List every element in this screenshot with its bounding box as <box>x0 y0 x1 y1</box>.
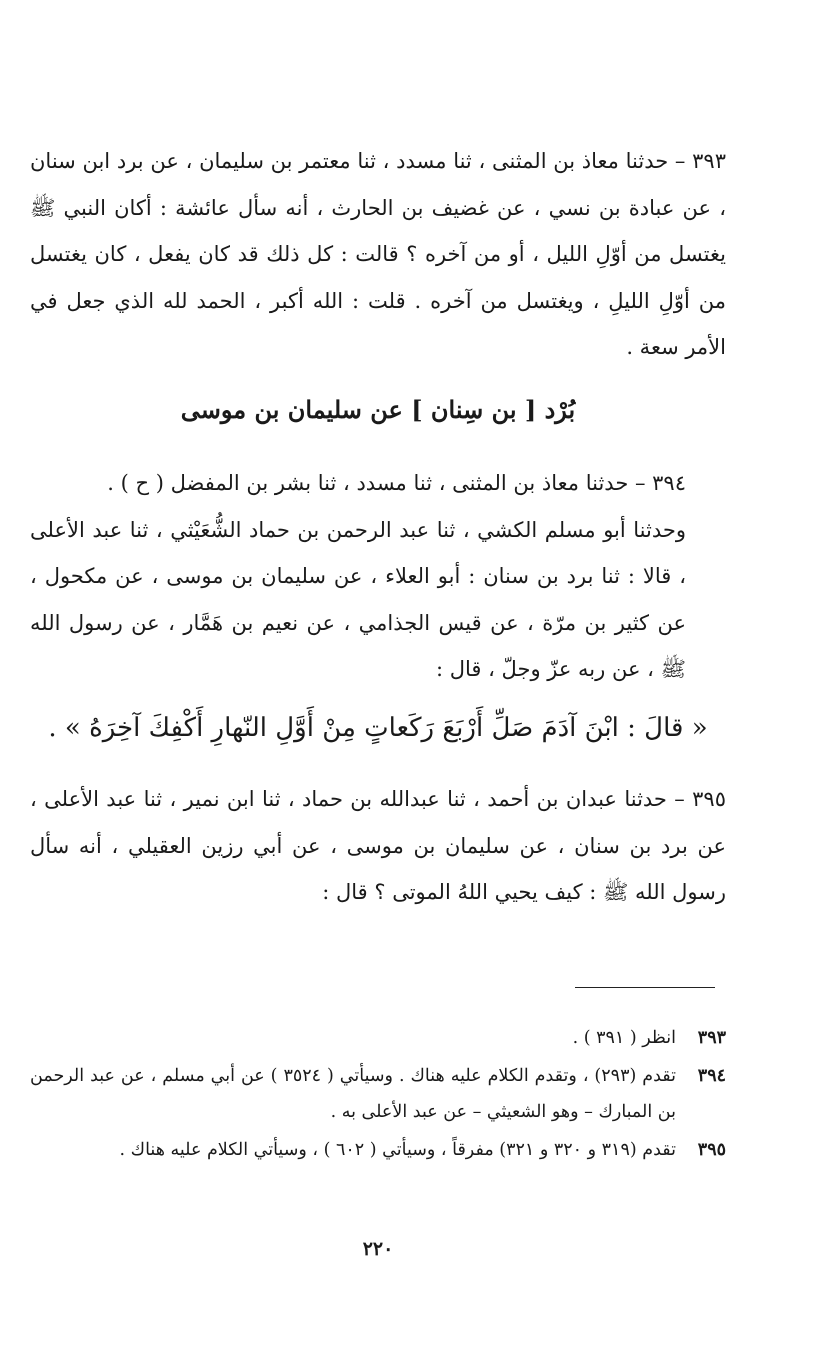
footnote-393 <box>30 1020 726 1056</box>
book-page <box>30 0 726 1359</box>
footnote-number: ٣٩٥ <box>697 1140 726 1160</box>
hadith-395-paragraph: ٣٩٥ – حدثنا عبدان بن أحمد ، ثنا عبدالله بن حماد ، ثنا ابن نمير ، ثنا عبد الأعلى ، عن برد بن سنان ، عن سليمان بن موسى ، عن أبي رزين العقيلي ، أنه سأل رسول الله ﷺ : كيف يحيي اللهُ الموتى ؟ قال : <box>30 787 726 904</box>
footnote-text: تقدم (٣١٩ و ٣٢٠ و ٣٢١) مفرقاً ، وسيأتي ( ٦٠٢ ) ، وسيأتي الكلام عليه هناك . <box>119 1140 676 1160</box>
hadith-quote: « قالَ : ابْنَ آدَمَ صَلِّ أَرْبَعَ رَكَعاتٍ مِنْ أَوَّلِ النّهارِ أَكْفِكَ آخِرَهُ » . <box>48 713 708 743</box>
footnote-number: ٣٩٣ <box>697 1028 726 1048</box>
footnotes <box>30 1020 726 1170</box>
hadith-394-continuation: وحدثنا أبو مسلم الكشي ، ثنا عبد الرحمن بن حماد الشُّعَيْثي ، ثنا عبد الأعلى ، قالا : ثنا برد بن سنان : أبو العلاء ، عن سليمان بن موسى ، عن مكحول ، عن كثير بن مرّة ، عن قيس الجذامي ، عن نعيم بن هَمَّار ، عن رسول الله ﷺ ، عن ربه عزّ وجلّ ، قال : <box>30 517 686 681</box>
hadith-394-paragraph: ٣٩٤ – حدثنا معاذ بن المثنى ، ثنا مسدد ، ثنا بشر بن المفضل ( ح ) . <box>107 471 686 495</box>
hadith-393-paragraph: ٣٩٣ – حدثنا معاذ بن المثنى ، ثنا مسدد ، ثنا معتمر بن سليمان ، عن برد ابن سنان ، عن عبادة بن نسي ، عن غضيف بن الحارث ، أنه سأل عائشة : أكان النبي ﷺ يغتسل من أوّلِ الليل ، أو من آخره ؟ قالت : كل ذلك قد كان يفعل ، كان يغتسل من أوّلِ الليلِ ، ويغتسل من آخره . قلت : الله أكبر ، الحمد لله الذي جعل في الأمر سعة . <box>30 149 726 359</box>
footnote-395 <box>30 1132 726 1168</box>
footnote-text: تقدم (٢٩٣) ، وتقدم الكلام عليه هناك . وسيأتي ( ٣٥٢٤ ) عن أبي مسلم ، عن عبد الرحمن بن المبارك – وهو الشعيثي – عن عبد الأعلى به . <box>30 1066 677 1122</box>
hadith-394-block <box>30 460 726 693</box>
footnote-divider <box>575 987 715 988</box>
section-heading: بُرْد [ بن سِنان ] عن سليمان بن موسى <box>180 395 576 424</box>
footnote-number: ٣٩٤ <box>697 1066 726 1086</box>
page-number: ٢٢٠ <box>362 1238 394 1260</box>
footnote-text: انظر ( ٣٩١ ) . <box>572 1028 676 1048</box>
footnote-394 <box>30 1058 726 1130</box>
